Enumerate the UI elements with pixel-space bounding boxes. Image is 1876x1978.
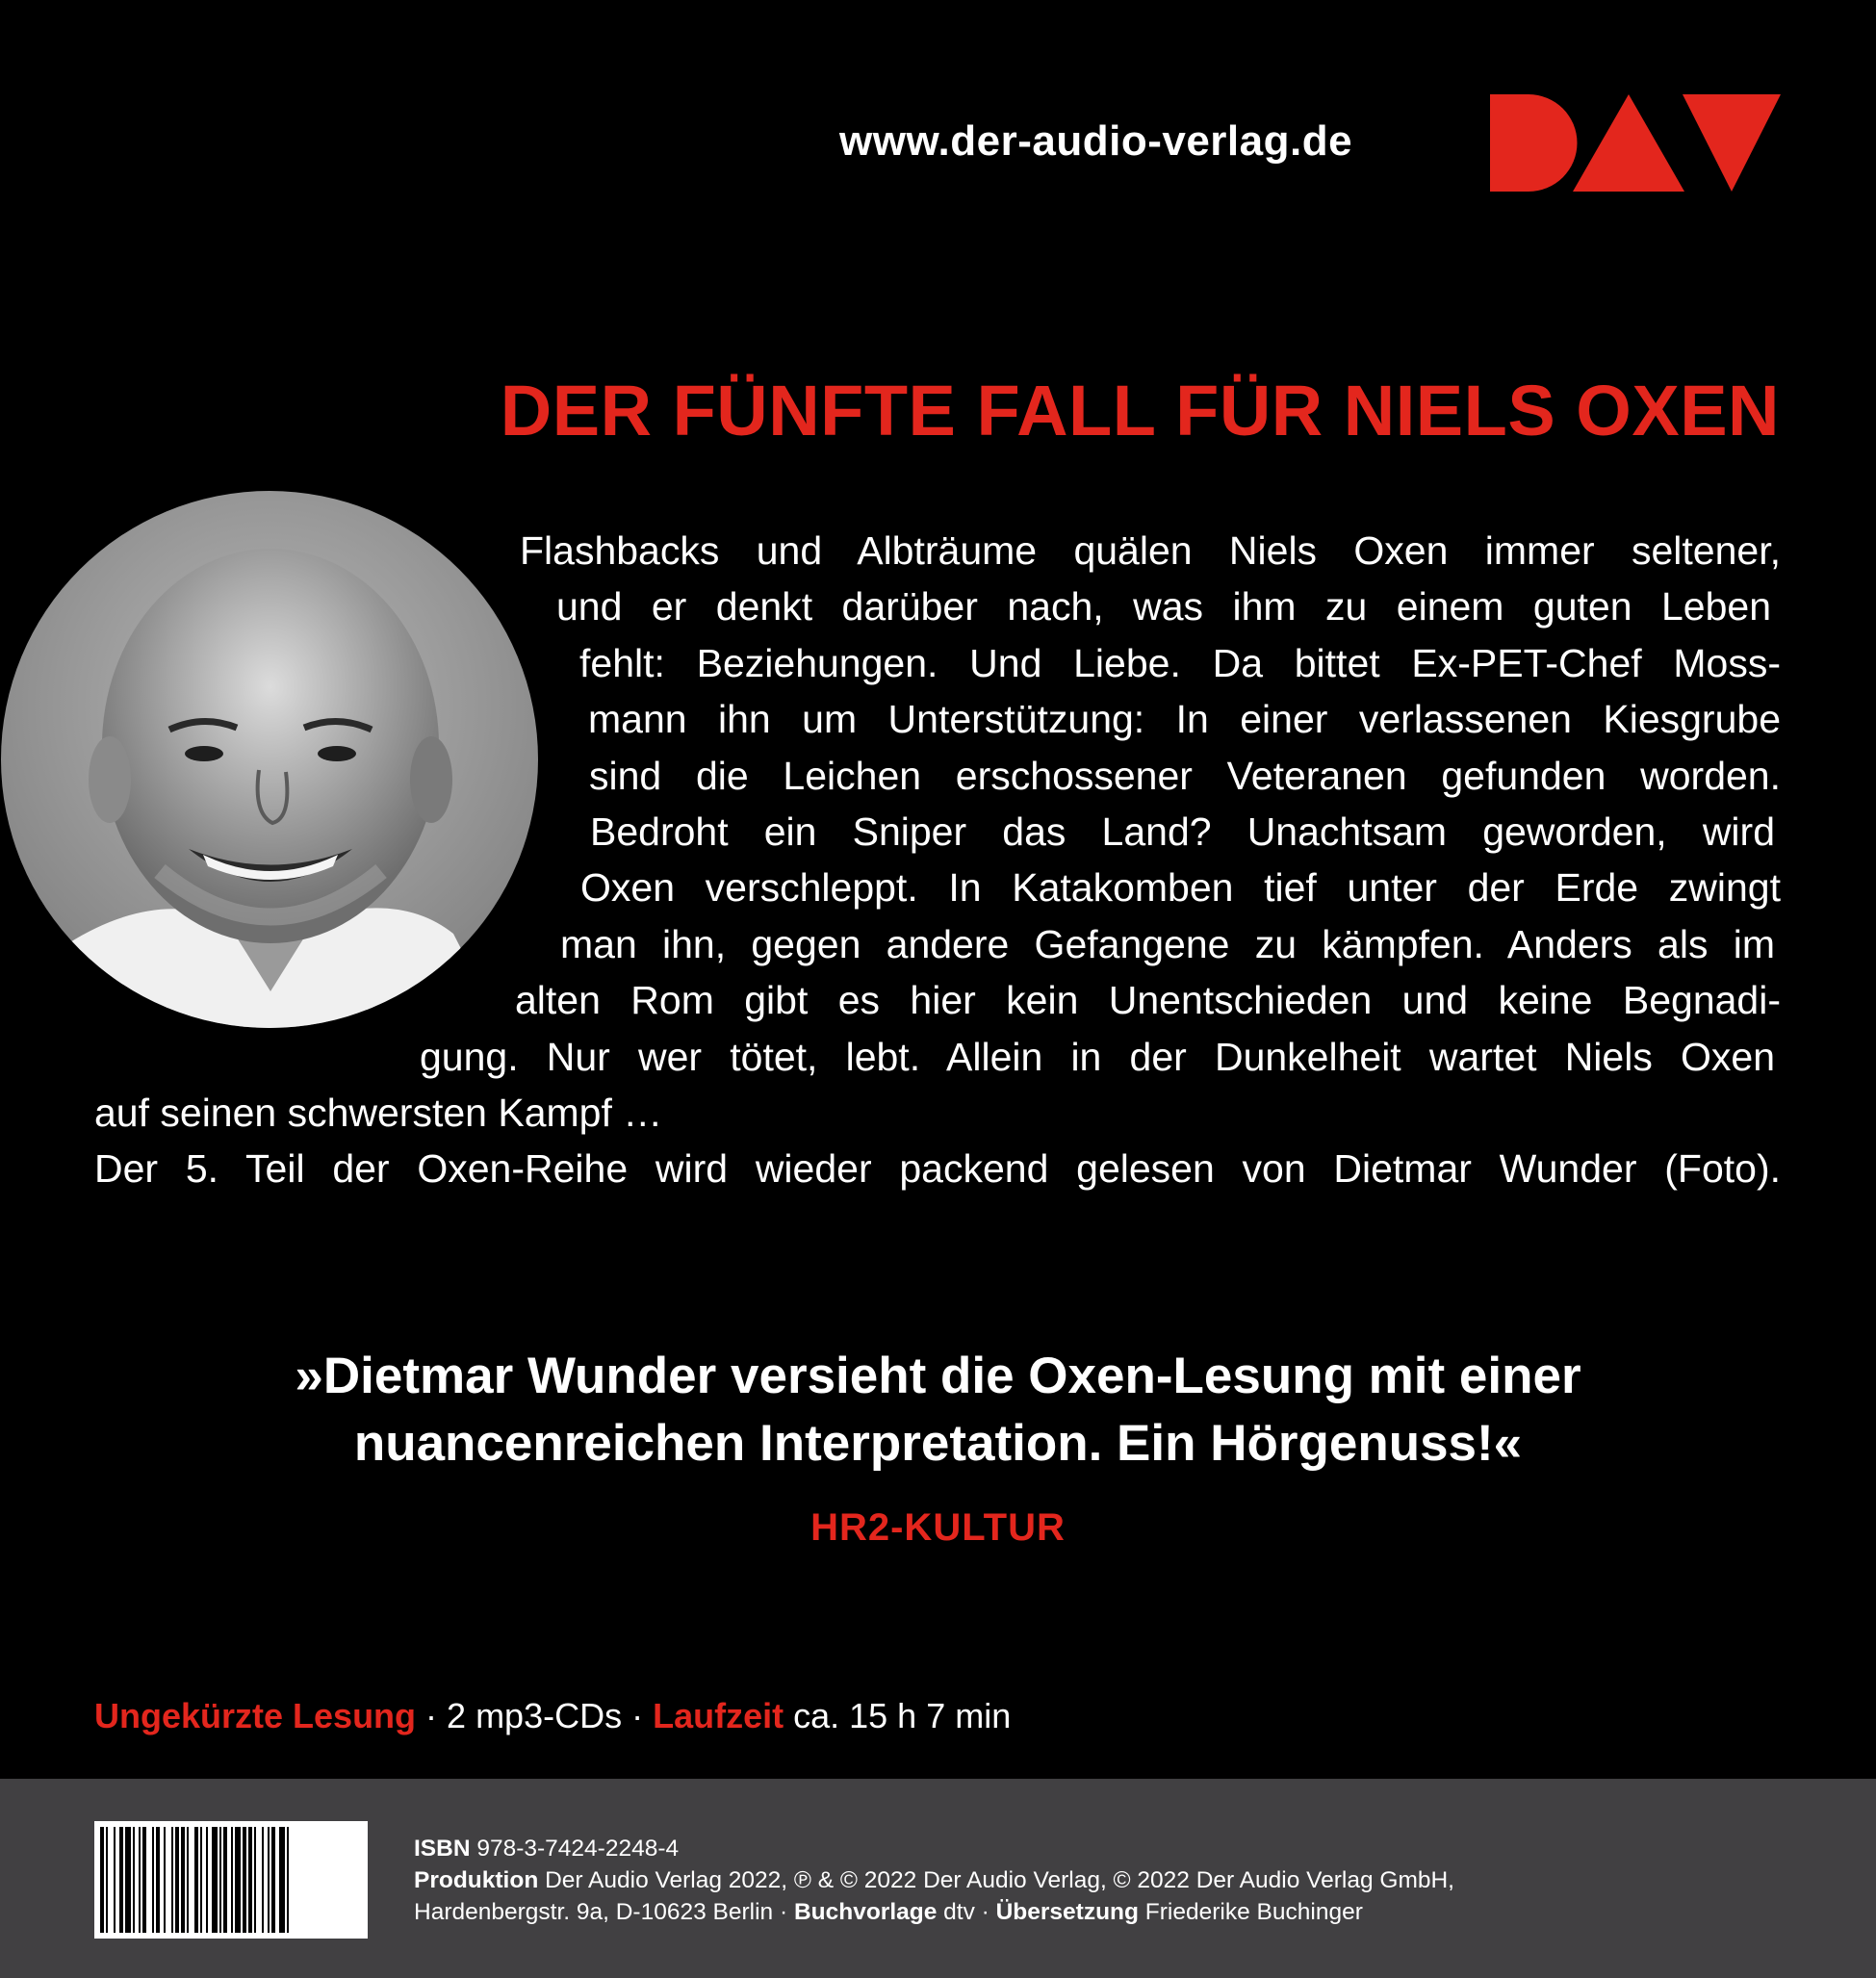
barcode-bar — [223, 1827, 227, 1933]
barcode-bar — [262, 1827, 264, 1933]
translation-label: Übersetzung — [995, 1899, 1139, 1925]
isbn-line — [414, 1833, 1819, 1864]
meta-runtime-value: ca. 15 h 7 min — [784, 1696, 1012, 1735]
credits-line — [414, 1896, 1819, 1928]
barcode-bar — [254, 1827, 256, 1933]
barcode-bar — [187, 1827, 189, 1933]
meta-label-runtime: Laufzeit — [653, 1696, 784, 1735]
address: Hardenbergstr. 9a, D-10623 Berlin · — [414, 1899, 794, 1925]
barcode — [94, 1821, 368, 1939]
barcode-bar — [142, 1827, 146, 1933]
barcode-bar — [139, 1827, 141, 1933]
description — [94, 523, 1781, 1197]
description-line: man ihn, gegen andere Gefangene zu kämpfen. Anders als im — [560, 921, 1775, 966]
barcode-bar — [106, 1827, 108, 1933]
isbn-label: ISBN — [414, 1836, 471, 1862]
description-line: alten Rom gibt es hier kein Unentschieden und keine Begnadi- — [515, 978, 1781, 1023]
barcode-bar — [268, 1827, 270, 1933]
barcode-bar — [119, 1827, 123, 1933]
barcode-bar — [212, 1827, 218, 1933]
description-line: Der 5. Teil der Oxen-Reihe wird wieder packend gelesen von Dietmar Wunder (Foto). — [94, 1146, 1781, 1192]
headline: DER FÜNFTE FALL FÜR NIELS OXEN — [500, 371, 1780, 450]
barcode-bar — [248, 1827, 252, 1933]
logo-letter-v — [1683, 94, 1781, 192]
dav-logo — [1490, 94, 1781, 192]
logo-letter-a — [1573, 94, 1684, 192]
imprint — [414, 1833, 1819, 1928]
barcode-bar — [287, 1827, 289, 1933]
production-value: Der Audio Verlag 2022, ℗ & © 2022 Der Audio Verlag, © 2022 Der Audio Verlag GmbH, — [538, 1867, 1454, 1893]
barcode-bar — [175, 1827, 179, 1933]
press-quote — [0, 1343, 1876, 1477]
production-line — [414, 1864, 1819, 1896]
quote-source: HR2-KULTUR — [810, 1506, 1066, 1549]
quote-line: nuancenreichen Interpretation. Ein Hörgenuss!« — [353, 1415, 1523, 1472]
barcode-bar — [152, 1827, 154, 1933]
description-line: sind die Leichen erschossener Veteranen gefunden worden. — [589, 753, 1781, 798]
barcode-bar — [100, 1827, 104, 1933]
barcode-bar — [206, 1827, 208, 1933]
barcode-bar — [114, 1827, 116, 1933]
barcode-bar — [231, 1827, 233, 1933]
product-info — [94, 1696, 1011, 1736]
isbn-value: 978-3-7424-2248-4 — [470, 1836, 680, 1862]
description-line: Bedroht ein Sniper das Land? Unachtsam geworden, wird — [590, 809, 1775, 854]
quote-line: »Dietmar Wunder versieht die Oxen-Lesung mit einer — [295, 1348, 1581, 1404]
barcode-bar — [171, 1827, 173, 1933]
description-line: fehlt: Beziehungen. Und Liebe. Da bittet Ex-PET-Chef Moss- — [579, 640, 1781, 685]
meta-label-unabridged: Ungekürzte Lesung — [94, 1696, 417, 1735]
translation-value: Friederike Buchinger — [1139, 1899, 1363, 1925]
barcode-bar — [125, 1827, 131, 1933]
source-book-value: dtv · — [937, 1899, 996, 1925]
logo-letter-d — [1490, 94, 1578, 192]
barcode-bar — [200, 1827, 202, 1933]
barcode-bar — [181, 1827, 185, 1933]
description-line: mann ihn um Unterstützung: In einer verlassenen Kiesgrube — [588, 697, 1781, 742]
barcode-bar — [243, 1827, 246, 1933]
description-line: gung. Nur wer tötet, lebt. Allein in der Dunkelheit wartet Niels Oxen — [420, 1034, 1775, 1079]
barcode-bar — [164, 1827, 166, 1933]
description-line: auf seinen schwersten Kampf … — [94, 1090, 663, 1135]
barcode-bar — [279, 1827, 285, 1933]
barcode-bar — [194, 1827, 198, 1933]
publisher-url[interactable]: www.der-audio-verlag.de — [839, 117, 1353, 165]
barcode-bar — [156, 1827, 160, 1933]
description-line: und er denkt darüber nach, was ihm zu einem guten Leben — [556, 584, 1771, 629]
meta-cds: · 2 mp3-CDs · — [416, 1696, 654, 1735]
barcode-bar — [235, 1827, 241, 1933]
source-book-label: Buchvorlage — [793, 1899, 938, 1925]
barcode-bar — [133, 1827, 135, 1933]
production-label: Produktion — [414, 1867, 539, 1893]
description-line: Flashbacks und Albträume quälen Niels Oxen immer seltener, — [520, 528, 1781, 573]
footer-band — [0, 1779, 1876, 1978]
barcode-bar — [271, 1827, 275, 1933]
barcode-bar — [219, 1827, 221, 1933]
description-line: Oxen verschleppt. In Katakomben tief unter der Erde zwingt — [580, 865, 1781, 911]
